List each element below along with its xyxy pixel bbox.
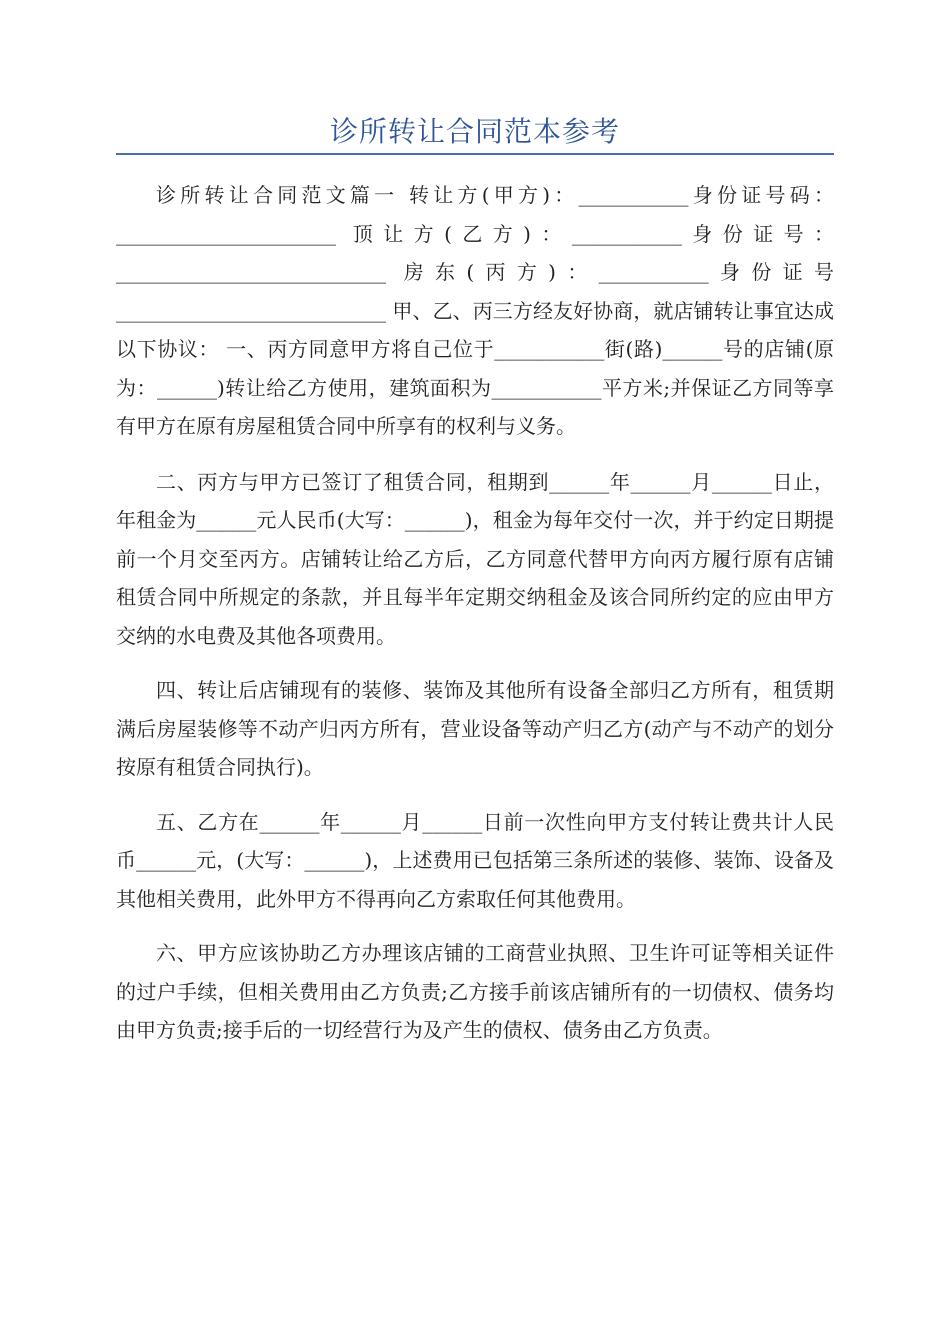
paragraph-payment: 五、乙方在______年______月______日前一次性向甲方支付转让费共计人民币______元，(大写：______)，上述费用已包括第三条所述的装修、装饰、设备及其他相关费用，此外甲方不得再向乙方索取任何其他费用。 — [116, 809, 834, 911]
title-underline — [116, 153, 834, 155]
document-body — [116, 176, 834, 1066]
paragraph-lease-terms: 二、丙方与甲方已签订了租赁合同，租期到______年______月______日止，年租金为______元人民币(大写：______)，租金为每年交付一次，并于约定日期提前一个月交至丙方。店铺转让给乙方后，乙方同意代替甲方向丙方履行原有店铺租赁合同中所规定的条款，并且每半年定期交纳租金及该合同所约定的应由甲方交纳的水电费及其他各项费用。 — [116, 469, 834, 648]
paragraph-fixtures: 四、转让后店铺现有的装修、装饰及其他所有设备全部归乙方所有，租赁期满后房屋装修等不动产归丙方所有，营业设备等动产归乙方(动产与不动产的划分按原有租赁合同执行)。 — [116, 678, 834, 779]
paragraph-parties: 诊所转让合同范文篇一 转让方(甲方)：___________身份证号码：______________________ 顶让方(乙方)：___________身份证号：___________________________ 房东(丙方)：___________身份证号___________________________ 甲、乙、丙三方经友好协商，就店铺转让事宜达成以下协议： 一、丙方同意甲方将自己位于___________街(路)______号的店铺(原为：______)转让给乙方使用，建筑面积为___________平方米;并保证乙方同等享有甲方在原有房屋租赁合同中所享有的权利与义务。 — [116, 183, 834, 438]
paragraph-licenses: 六、甲方应该协助乙方办理该店铺的工商营业执照、卫生许可证等相关证件的过户手续，但相关费用由乙方负责;乙方接手前该店铺所有的一切债权、债务均由甲方负责;接手后的一切经营行为及产生的债权、债务由乙方负责。 — [116, 941, 834, 1042]
document-title: 诊所转让合同范本参考 — [329, 115, 620, 148]
